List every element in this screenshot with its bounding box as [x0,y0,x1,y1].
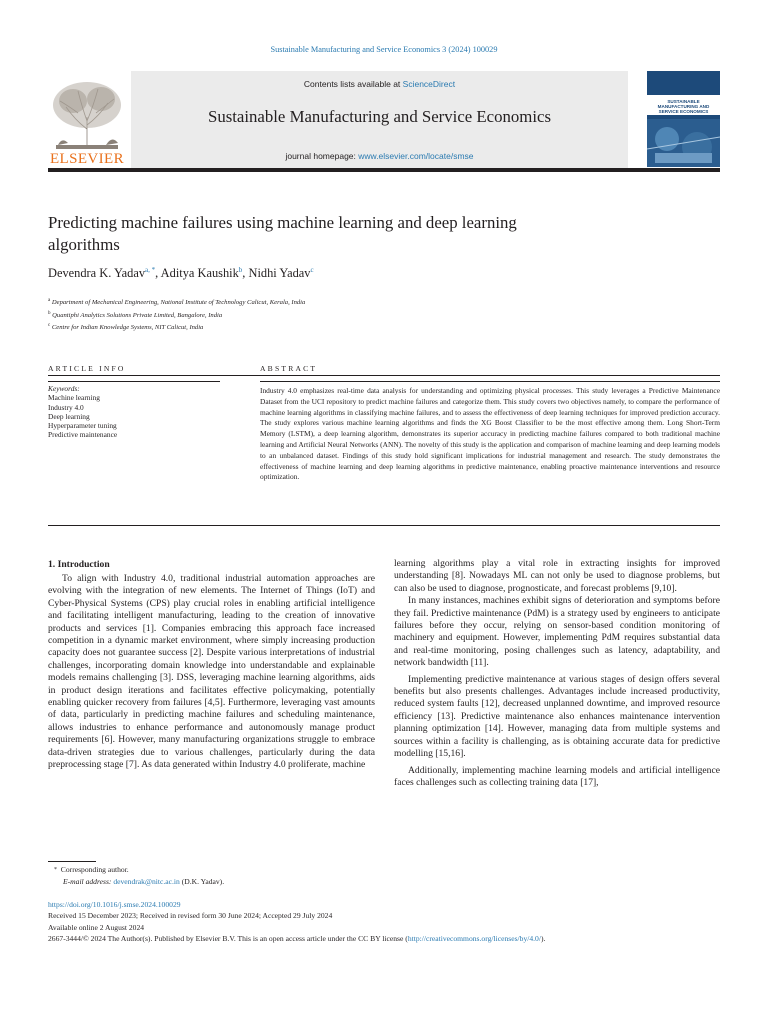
author-separator: , [155,266,161,281]
online-date: Available online 2 August 2024 [48,922,145,932]
license-text: 2667-3444/© 2024 The Author(s). Published by Elsevier B.V. This is an open access article under the CC BY license ( [48,934,408,944]
journal-header [48,71,720,172]
abstract-heading: ABSTRACT [260,364,318,373]
footnote-asterisk: * [54,867,57,873]
affiliation-mark: a [48,298,51,303]
affiliation-text: Centre for Indian Knowledge Systems, NIT Calicut, India [51,324,204,332]
front-matter [48,899,728,945]
author-name: Devendra K. Yadav [48,266,146,281]
author-affiliation-marks[interactable]: b [238,266,243,274]
keywords-label: Keywords: [48,384,80,393]
header-rule [48,168,720,172]
body-paragraph: learning algorithms play a vital role in extracting insights for improved understanding [8]. Nowadays ML can not only be used to diagnose problems, but can also be used to diagnose, prognosticate, and forecast problems [9,10]. [394,558,720,594]
received-dates: Received 15 December 2023; Received in revised form 30 June 2024; Accepted 29 July 2024 [48,911,333,921]
footnote-rule [48,861,96,862]
keyword-item: Hyperparameter tuning [48,421,117,431]
affiliation-item [48,309,648,322]
body-paragraph: Implementing predictive maintenance at various stages of design offers several benefits but also presents challenges. Advantages include increased productivity, reduced system faults [12], decreased unplanned downtime, and improved resource efficiency [13]. Predictive maintenance also enhances maintenance intervention planning optimization [14]. However, managing data from multiple systems and sources within a facility is challenging, as is obtaining accurate data for predictive modelling [15,16]. [394,673,720,760]
doi-link[interactable]: https://doi.org/10.1016/j.smse.2024.100029 [48,900,181,909]
author-separator: , [242,266,249,281]
abstract-rule [260,381,720,382]
contents-prefix: Contents lists available at [303,79,403,89]
keyword-item: Deep learning [48,411,90,421]
cover-title: SUSTAINABLE MANUFACTURING AND SERVICE ECONOMICS [657,99,710,114]
corresponding-author-note [54,864,224,876]
keyword-item: Industry 4.0 [48,402,84,412]
author-name: Nidhi Yadav [248,266,311,281]
journal-title: Sustainable Manufacturing and Service Economics [208,107,551,126]
affiliation-text: Department of Mechanical Engineering, National Institute of Technology Calicut, Kerala, India [51,299,306,307]
cover-artwork [647,119,720,167]
homepage-prefix: journal homepage: [285,151,359,161]
abstract-text: Industry 4.0 emphasizes real-time data analysis for understanding and optimizing physical processes. This study leverages a Predictive Maintenance Dataset from the UCI repository to predict machine failures and categorize them. This study covers two objectives namely, to compare the performance of machine learning algorithms in classifying machine failures, and to assess the effectiveness of deep learning techniques for improved prediction accuracy. The study explores various machine learning algorithms and finds the XG Boost Classifier to be the most effective among them. Long Short-Term Memory (LSTM), a deep learning algorithm, demonstrates its superior accuracy in predicting machine failures compared to both traditional machine learning and Artificial Neural Networks (ANN). The novelty of this study is the application and comparison of machine learning and deep learning models to an unbalanced dataset. Findings of this study hold significant implications for industrial management and research. The study demonstrates the effectiveness of machine learning and deep learning algorithms in predictive maintenance, enabling proactive maintenance interventions and resource optimization. [260,386,720,482]
body-paragraph: Additionally, implementing machine learning models and artificial intelligence faces challenges such as collecting training data [17], [394,764,720,788]
email-link[interactable]: devendrak@nitc.ac.in [113,877,180,886]
section-rule [48,525,720,526]
author-affiliation-marks[interactable]: c [310,266,314,274]
author-list [48,266,648,281]
corresponding-author-text: Corresponding author. [60,865,129,874]
footnote [54,864,224,888]
affiliation-mark: b [48,310,51,316]
author-name: Aditya Kaushik [160,266,239,281]
affiliation-mark: c [48,323,51,329]
article-info-heading: ARTICLE INFO [48,364,126,373]
keywords-block [48,384,220,440]
license-suffix: ). [540,934,546,944]
email-note [54,876,224,888]
homepage-line [131,151,628,161]
body-column-left [48,573,375,772]
license-line [48,933,728,944]
publisher-wordmark: ELSEVIER [49,151,125,167]
body-column-right [394,558,720,789]
keyword-item: Machine learning [48,393,100,403]
sciencedirect-link[interactable]: ScienceDirect [402,79,456,89]
affiliation-item [48,321,648,334]
contents-line [131,79,628,89]
author-affiliation-marks[interactable]: a, * [145,266,156,274]
keyword-item: Predictive maintenance [48,430,118,440]
article-title: Predicting machine failures using machine learning and deep learning algorithms [48,213,517,254]
affiliation-item [48,296,648,309]
email-label: E-mail address: [63,877,114,886]
journal-citation[interactable]: Sustainable Manufacturing and Service Economics 3 (2024) 100029 [270,45,498,54]
section-heading: 1. Introduction [48,559,110,570]
email-suffix: (D.K. Yadav). [179,877,225,886]
body-paragraph: To align with Industry 4.0, traditional industrial automation approaches are evolving with the integration of new elements. The Internet of Things (IoT) and Cyber-Physical Systems (CPS) play crucial roles in enabling artificial intelligence and facilitating intelligent manufacturing, leading to the creation of innovative products and services [1]. Companies embracing this approach face increased competition in a dynamic market environment, where simply increasing production capacity does not guarantee success [2]. Despite various interpretations of industrial challenges, incorporating domain knowledge into understandable and explainable models remains challenging [3]. DSS, leveraging machine learning algorithms, aids in product design iterations and facilitates effective policymaking, potentially enabling quicker recovery from failures [4,5]. Furthermore, leveraging vast amounts of data, particularly in predicting machine failures and scheduling maintenance, allows industries to enhance performance and autonomously manage product requirements [6]. However, many manufacturing organizations struggle to embrace data-driven strategies due to various challenges, particularly during the data preprocessing stage [7]. As data generated within Industry 4.0 proliferate, machine [48,573,375,771]
affiliation-list [48,296,648,334]
section-rule [48,375,720,376]
license-link[interactable]: http://creativecommons.org/licenses/by/4.0/ [407,934,541,944]
affiliation-text: Quantiphi Analytics Solutions Private Limited, Bangalore, India [52,311,223,319]
homepage-link[interactable]: www.elsevier.com/locate/smse [358,151,474,161]
keywords-rule [48,381,220,382]
body-paragraph: In many instances, machines exhibit signs of deterioration and symptoms before they fail. Predictive maintenance (PdM) is a strategy used by engineers to anticipate failures before they occur, relying on sensor-based condition monitoring of machinery and equipment. However, implementing PdM requires substantial data and real-time monitoring, posing challenges such as latency, adaptability, and network bandwidth [11]. [394,595,720,669]
journal-cover-image[interactable] [647,71,720,167]
